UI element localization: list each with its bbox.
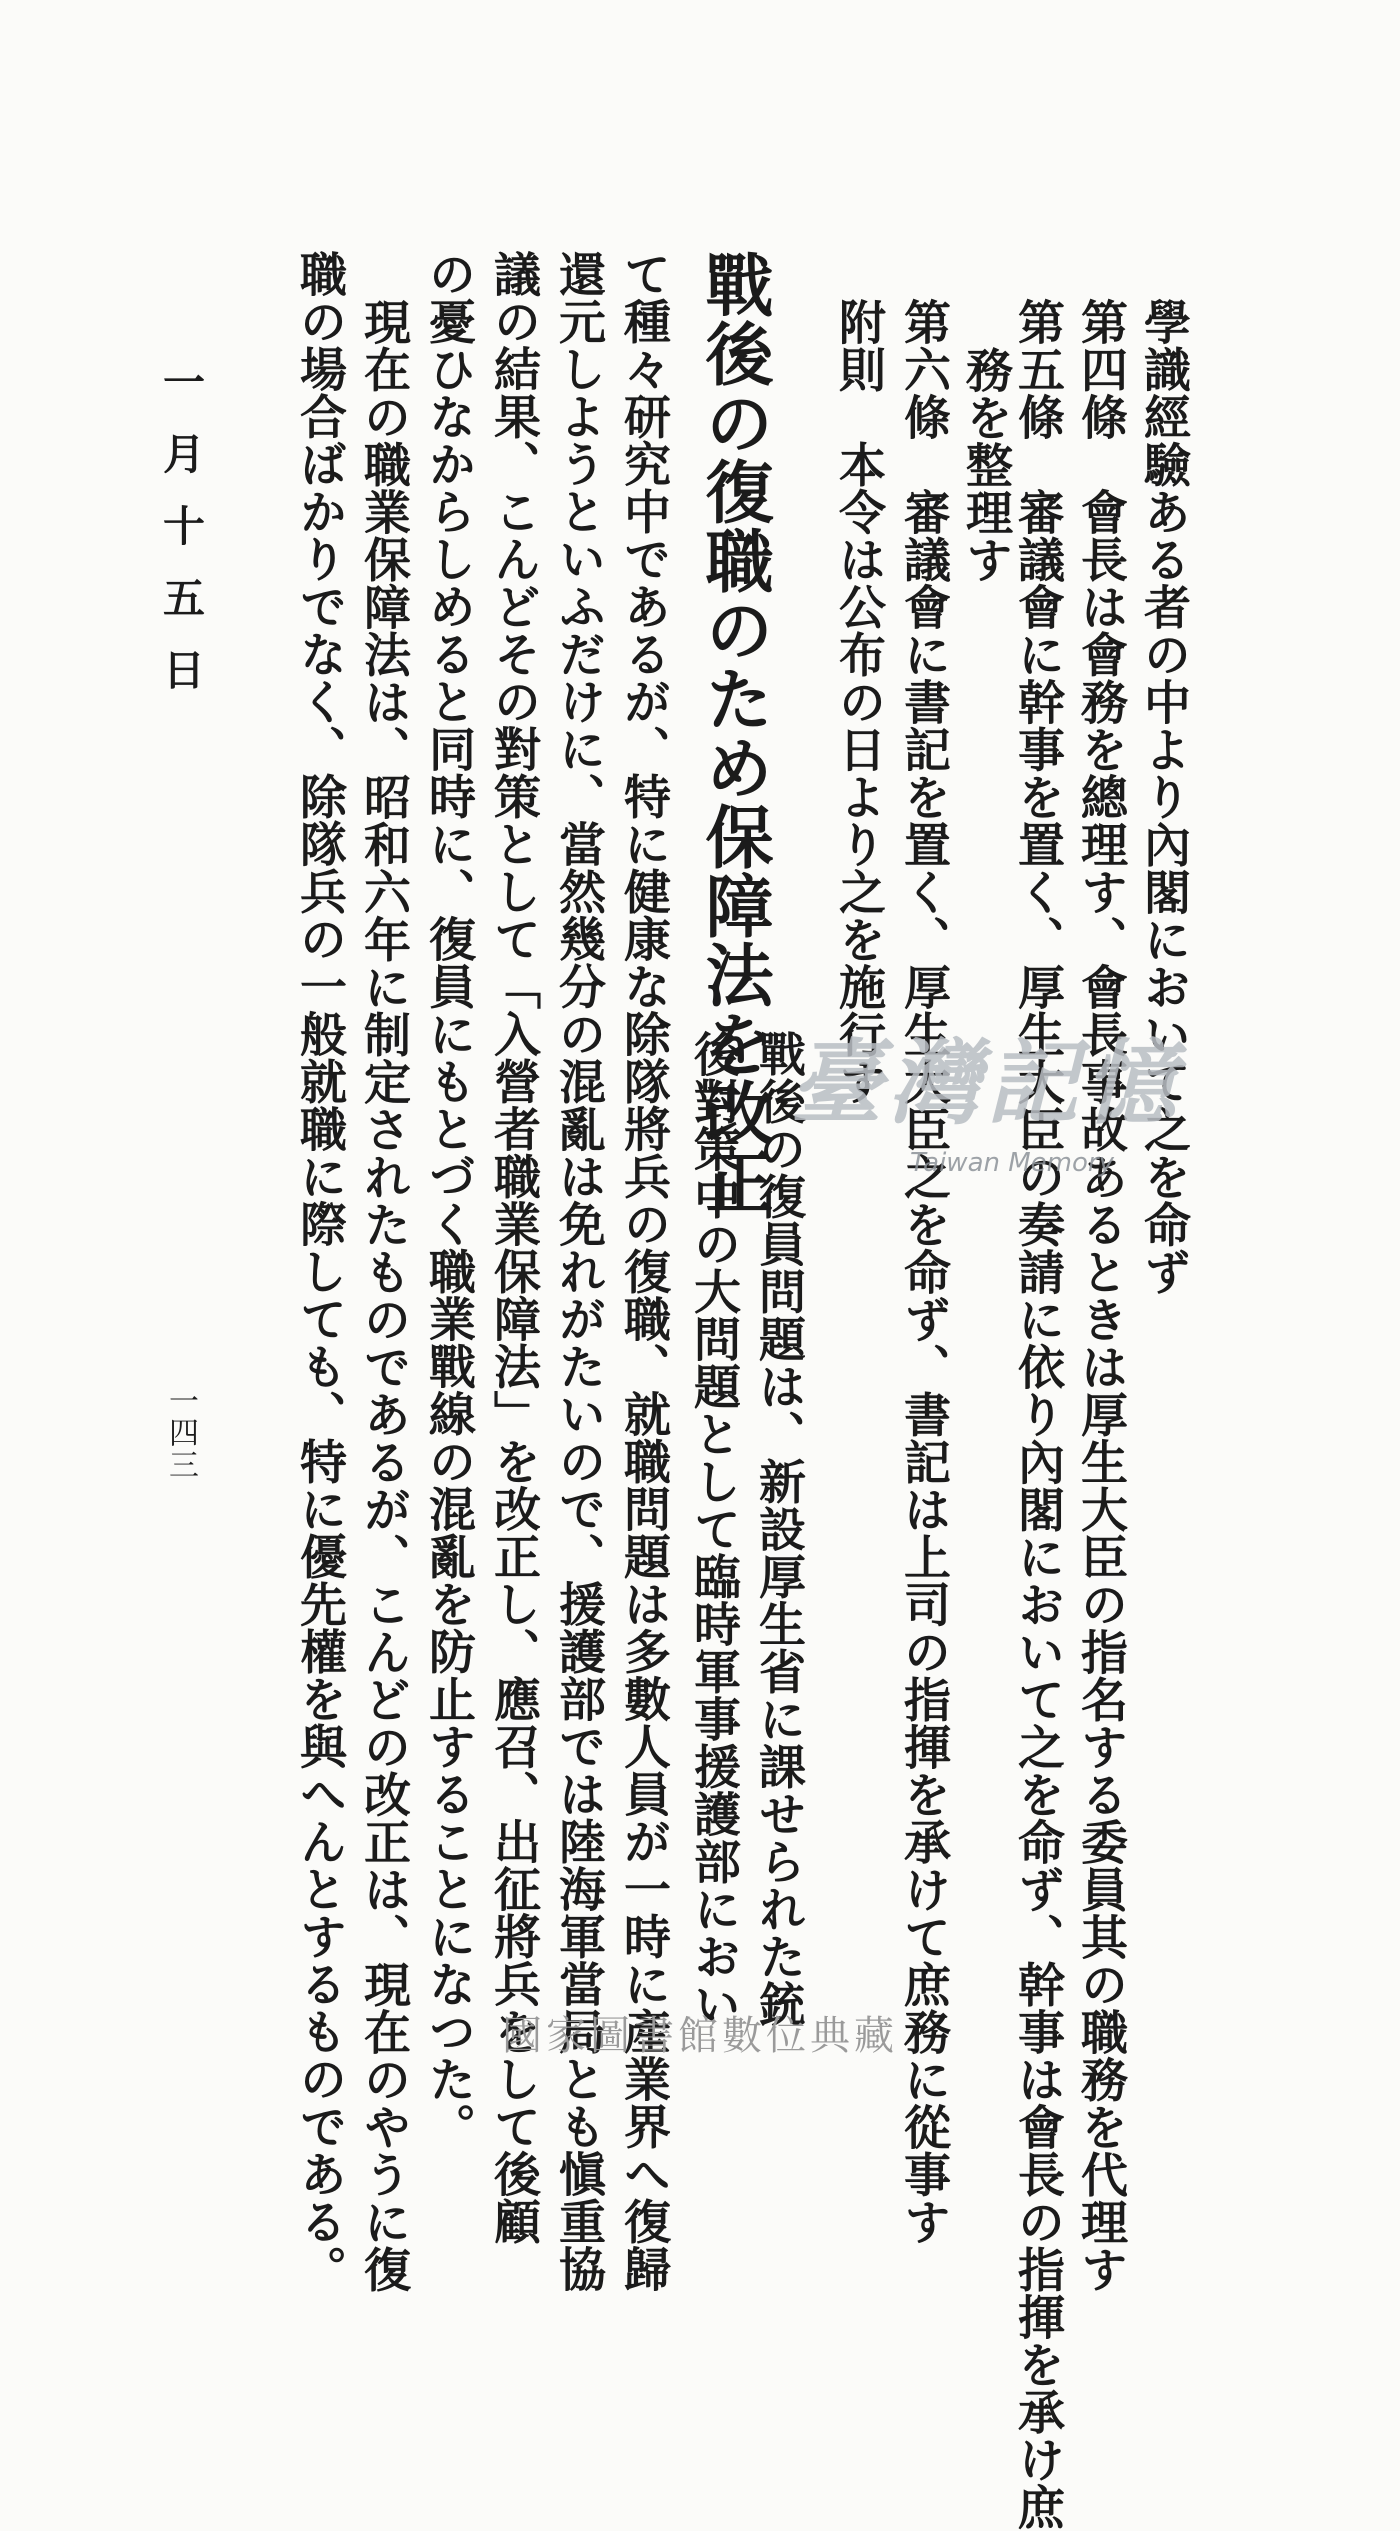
text-column-1: 學識經驗ある者の中より內閣において之を命ず — [1136, 298, 1191, 1296]
watermark-title: 臺灣記憶 — [790, 1029, 1183, 1137]
watermark-subtitle: Taiwan Memory — [910, 1148, 1114, 1178]
article-line-7: 現在の職業保障法は、昭和六年に制定されたものであるが、こんどの改正は、現在のやうに復 — [356, 298, 411, 2293]
article-line-6: の憂ひなからしめると同時に、復員にもとづく職業戰線の混亂を防止することになつた。 — [421, 250, 476, 2150]
article-line-1: 戰後の復員問題は、新設厚生省に課せられた銃 — [751, 1030, 806, 2028]
issue-date: 一月十五日 — [157, 360, 206, 720]
text-column-3: 第五條 審議會に幹事を置く、厚生大臣の奏請に依り內閣において之を命ず、幹事は會長の指揮を承け庶 — [1010, 298, 1065, 2531]
article-line-3: て種々研究中であるが、特に健康な除隊將兵の復職、就職問題は多數人員が一時に產業界へ復歸 — [616, 250, 671, 2293]
article-line-5: 議の結果、こんどその對策として「入營者職業保障法」を改正し、應召、出征將兵をして後顧 — [486, 250, 541, 2245]
text-column-4: 務を整理す — [958, 346, 1013, 584]
text-column-6: 附則 本令は公布の日より之を施行す — [831, 298, 886, 1106]
footer-caption: 國家圖書館數位典藏 — [502, 2013, 898, 2059]
text-column-2: 第四條 會長は會務を總理す、會長事故あるときは厚生大臣の指名する委員其の職務を代理す — [1073, 298, 1128, 2293]
article-heading: 戰後の復職のため保障法を改正 — [694, 250, 774, 1216]
text-column-5: 第六條 審議會に書記を置く、厚生大臣之を命ず、書記は上司の指揮を承けて庶務に從事す — [896, 298, 951, 2246]
page-number: 一四三 — [163, 1385, 198, 1481]
article-line-2: 後對策中の大問題として臨時軍事援護部におい — [686, 1030, 741, 2028]
article-line-8: 職の場合ばかりでなく、除隊兵の一般就職に際しても、特に優先權を與へんとするものである。 — [292, 250, 347, 2293]
article-line-4: 還元しようといふだけに、當然幾分の混亂は免れがたいので、援護部では陸海軍當局とも愼重協 — [551, 250, 606, 2293]
